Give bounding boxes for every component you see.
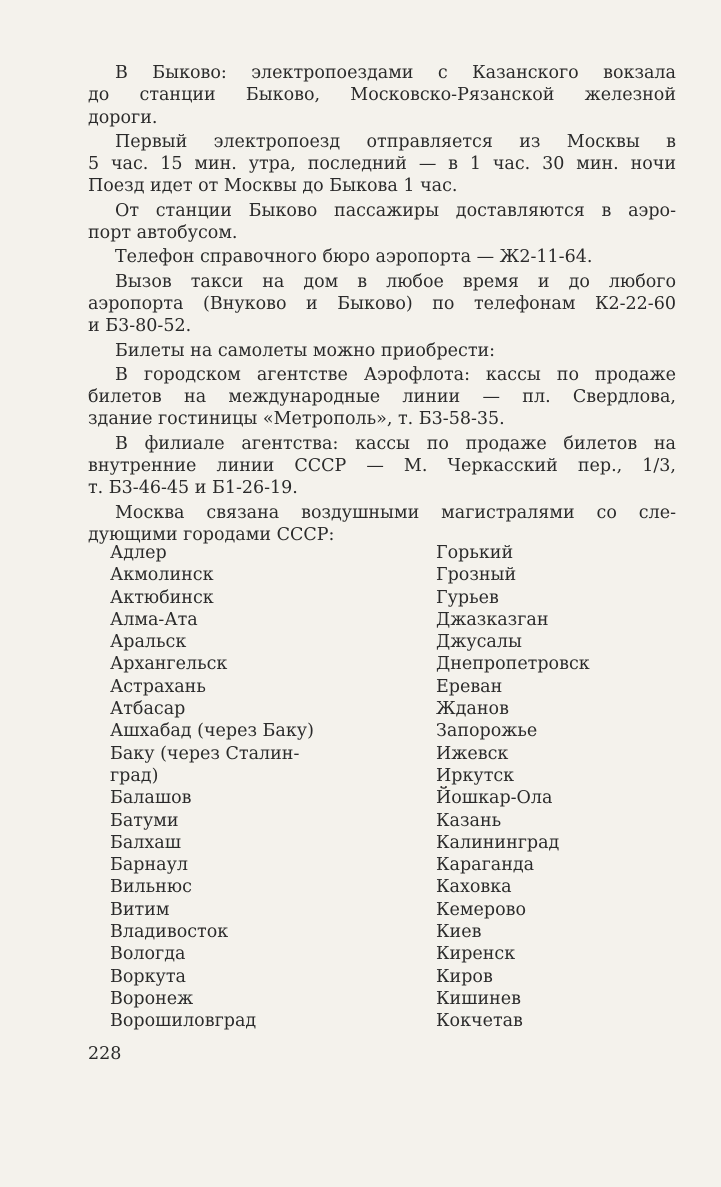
city-item: Киренск	[436, 944, 516, 965]
paragraph	[88, 200, 676, 245]
paragraph-line: В городском агентстве Аэрофлота: кассы по продаже	[115, 364, 676, 385]
city-item: Джазказган	[436, 609, 549, 630]
city-item: Воркута	[110, 966, 186, 987]
paragraph-line: билетов на международные линии — пл. Свердлова,	[88, 387, 676, 408]
city-item: Калининград	[436, 832, 560, 853]
city-item: Каховка	[436, 877, 512, 898]
city-item: Кишинев	[436, 988, 522, 1009]
city-item: Акмолинск	[110, 565, 214, 586]
city-item: Караганда	[436, 855, 535, 876]
city-item: Воронеж	[110, 988, 194, 1009]
paragraph-line: Билеты на самолеты можно приобрести:	[115, 340, 496, 361]
city-item: Кокчетав	[436, 1011, 523, 1032]
city-item: Грозный	[436, 565, 517, 586]
paragraph	[88, 340, 676, 362]
paragraph-line: В Быково: электропоездами с Казанского вокзала	[115, 63, 676, 83]
paragraph-line: и Б3-80-52.	[88, 316, 192, 337]
paragraph-line: т. Б3-46-45 и Б1-26-19.	[88, 478, 298, 499]
city-item: Архангельск	[110, 654, 228, 675]
city-item: Баку (через Сталин-	[110, 743, 300, 764]
text-block	[88, 62, 676, 546]
city-item: Йошкар-Ола	[436, 788, 553, 809]
city-item: Ашхабад (через Баку)	[110, 721, 314, 742]
paragraph-line: В филиале агентства: кассы по продаже билетов на	[115, 433, 676, 454]
paragraph	[88, 502, 676, 547]
city-item: Иркутск	[436, 765, 515, 786]
paragraph-line: порт автобусом.	[88, 223, 238, 244]
city-item: Витим	[110, 899, 170, 920]
paragraph-line: дующими городами СССР:	[88, 524, 335, 545]
city-item: град)	[110, 765, 159, 786]
city-item: Атбасар	[110, 699, 186, 720]
paragraph-line: дороги.	[88, 107, 158, 128]
paragraph-line: 5 час. 15 мин. утра, последний — в 1 час. 30 мин. ночи	[88, 154, 676, 175]
city-item: Балашов	[110, 788, 192, 809]
city-item: Джусалы	[436, 632, 522, 653]
paragraph	[88, 62, 676, 129]
cities-left-column	[110, 542, 410, 1033]
city-item: Ижевск	[436, 743, 509, 764]
city-item: Запорожье	[436, 721, 538, 742]
paragraph-line: до станции Быково, Московско-Рязанской железной	[88, 85, 676, 106]
paragraph-line: аэропорта (Внуково и Быково) по телефонам К2-22-60	[88, 293, 676, 314]
cities-right-column	[436, 542, 676, 1033]
paragraph-line: Телефон справочного бюро аэропорта — Ж2-11-64.	[115, 247, 593, 268]
city-item: Батуми	[110, 810, 179, 831]
paragraph-line: От станции Быково пассажиры доставляются в аэро-	[115, 200, 676, 221]
paragraph	[88, 246, 676, 268]
city-item: Адлер	[110, 543, 167, 563]
paragraph-line: внутренние линии СССР — М. Черкасский пер., 1/3,	[88, 456, 676, 477]
city-item: Гурьев	[436, 587, 499, 608]
paragraph	[88, 131, 676, 198]
city-item: Кемерово	[436, 899, 526, 920]
paragraph	[88, 271, 676, 338]
city-item: Астрахань	[110, 676, 206, 697]
paragraph-line: Москва связана воздушными магистралями со сле-	[115, 502, 676, 523]
city-item: Алма-Ата	[110, 609, 198, 630]
city-item: Вологда	[110, 944, 186, 965]
paragraph-line: Вызов такси на дом в любое время и до любого	[115, 271, 676, 292]
paragraph	[88, 364, 676, 431]
city-item: Аральск	[110, 632, 187, 653]
city-item: Жданов	[436, 699, 509, 720]
city-item: Горький	[436, 543, 514, 563]
city-item: Ворошиловград	[110, 1011, 257, 1032]
city-item: Владивосток	[110, 922, 229, 943]
city-item: Киев	[436, 922, 482, 943]
city-item: Актюбинск	[110, 587, 214, 608]
city-item: Ереван	[436, 676, 503, 697]
city-item: Барнаул	[110, 855, 189, 876]
paragraph-line: здание гостиницы «Метрополь», т. Б3-58-35.	[88, 409, 505, 430]
city-item: Киров	[436, 966, 493, 987]
page-number: 228	[88, 1044, 122, 1064]
city-item: Днепропетровск	[436, 654, 590, 675]
paragraph	[88, 433, 676, 500]
page-body	[88, 62, 676, 548]
city-item: Казань	[436, 810, 502, 831]
paragraph-line: Первый электропоезд отправляется из Москвы в	[115, 131, 676, 152]
city-item: Балхаш	[110, 832, 181, 853]
paragraph-line: Поезд идет от Москвы до Быкова 1 час.	[88, 176, 458, 197]
city-item: Вильнюс	[110, 877, 192, 898]
